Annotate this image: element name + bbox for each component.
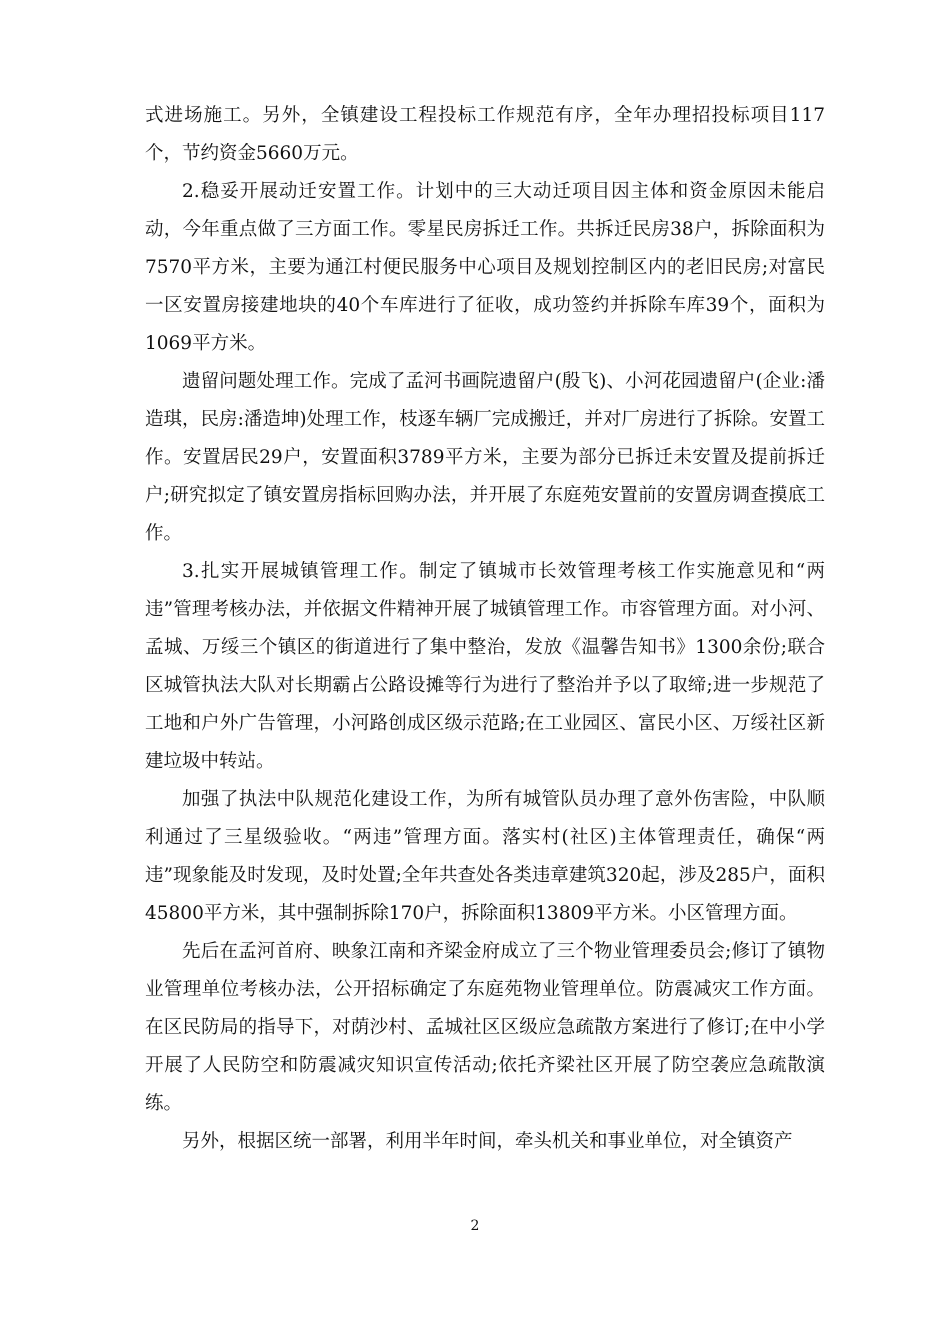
paragraph-4: 3.扎实开展城镇管理工作。制定了镇城市长效管理考核工作实施意见和“两违”管理考核办法，并依据文件精神开展了城镇管理工作。市容管理方面。对小河、孟城、万绥三个镇区的街道进行了集中整治，发放《温馨告知书》1300余份;联合区城管执法大队对长期霸占公路设摊等行为进行了整治并予以了取缔;进一步规范了工地和户外广告管理，小河路创成区级示范路;在工业园区、富民小区、万绥社区新建垃圾中转站。: [145, 561, 825, 772]
paragraph-7: 另外，根据区统一部署，利用半年时间，牵头机关和事业单位，对全镇资产: [182, 1131, 793, 1152]
page-number: 2: [470, 1218, 480, 1234]
paragraph-5: 加强了执法中队规范化建设工作，为所有城管队员办理了意外伤害险，中队顺利通过了三星级验收。“两违”管理方面。落实村(社区)主体管理责任，确保“两违”现象能及时发现，及时处置;全年共查处各类违章建筑320起，涉及285户，面积45800平方米，其中强制拆除170户，拆除面积13809平方米。小区管理方面。: [145, 789, 825, 924]
paragraph-2: 2.稳妥开展动迁安置工作。计划中的三大动迁项目因主体和资金原因未能启动，今年重点做了三方面工作。零星民房拆迁工作。共拆迁民房38户，拆除面积为7570平方米，主要为通江村便民服务中心项目及规划控制区内的老旧民房;对富民一区安置房接建地块的40个车库进行了征收，成功签约并拆除车库39个，面积为1069平方米。: [145, 181, 825, 354]
document-body: [145, 97, 825, 1161]
paragraph-6: 先后在孟河首府、映象江南和齐梁金府成立了三个物业管理委员会;修订了镇物业管理单位考核办法，公开招标确定了东庭苑物业管理单位。防震减灾工作方面。在区民防局的指导下，对荫沙村、孟城社区区级应急疏散方案进行了修订;在中小学开展了人民防空和防震减灾知识宣传活动;依托齐梁社区开展了防空袭应急疏散演练。: [145, 941, 825, 1114]
paragraph-1: 式进场施工。另外，全镇建设工程投标工作规范有序，全年办理招投标项目117个，节约资金5660万元。: [145, 105, 825, 164]
paragraph-3: 遗留问题处理工作。完成了孟河书画院遗留户(殷飞)、小河花园遗留户(企业:潘造琪，民房:潘造坤)处理工作，枝逐车辆厂完成搬迁，并对厂房进行了拆除。安置工作。安置居民29户，安置面积3789平方米，主要为部分已拆迁未安置及提前拆迁户;研究拟定了镇安置房指标回购办法，并开展了东庭苑安置前的安置房调查摸底工作。: [145, 371, 825, 544]
